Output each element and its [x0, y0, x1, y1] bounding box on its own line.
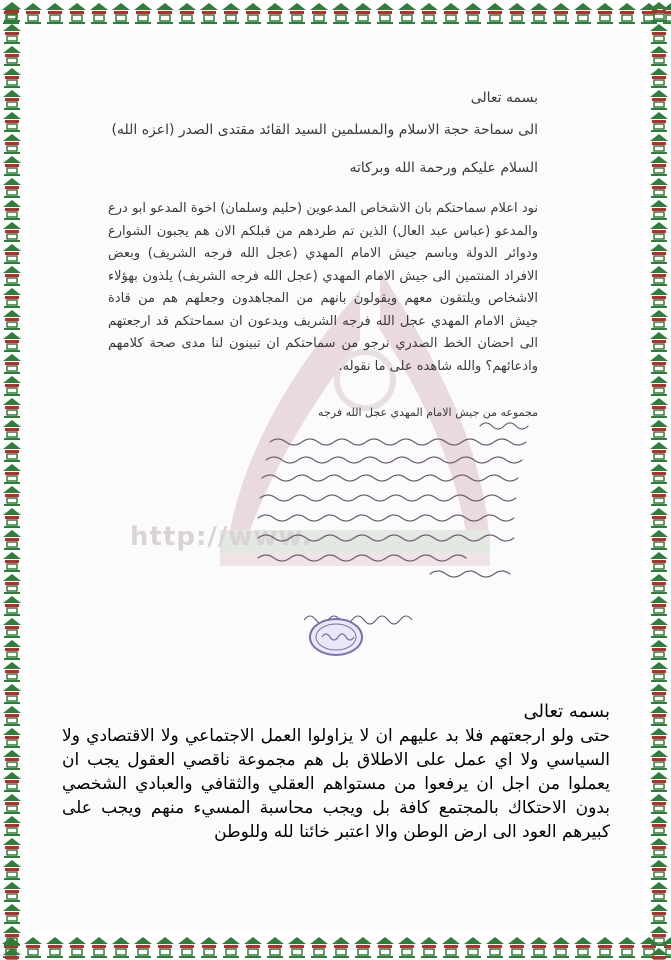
transcription — [62, 700, 610, 844]
decorative-border-bottom — [0, 934, 671, 960]
decorative-border-top — [0, 0, 671, 26]
seal-stamp — [308, 617, 364, 657]
transcription-body: حتى ولو ارجعتهم فلا بد عليهم ان لا يزاولوا العمل الاجتماعي ولا الاقتصادي ولا السياسي ولا اي عمل على الاطلاق بل هم مجموعة ناقصي العقول يجب ان يعملوا من اجل ان يرفعوا من مستواهم العقلي والثقافي والعبادي الشخصي بدون الاحتكاك بالمجتمع كافة بل ويجب محاسبة المسيء منهم ويجب على كبيرهم العود الى ارض الوطن والا اعتبر خائنا لله وللوطن — [62, 726, 610, 842]
watermark-url: http://www. — [130, 522, 313, 552]
decorative-border-right — [647, 0, 671, 960]
letter-address: الى سماحة حجة الاسلام والمسلمين السيد القائد مقتدى الصدر (اعزه الله) — [111, 122, 538, 138]
decorative-border-left — [0, 0, 24, 960]
letter-basmala: بسمه تعالى — [470, 90, 538, 106]
letter-greeting: السلام عليكم ورحمة الله وبركاته — [349, 160, 538, 176]
letter-signature: مجموعه من جيش الامام المهدي عجل الله فرجه — [318, 406, 538, 419]
handwritten-annotation — [250, 418, 550, 578]
transcription-title: بسمه تعالى — [523, 701, 610, 722]
letter-body: نود اعلام سماحتكم بان الاشخاص المدعوين (حليم وسلمان) اخوة المدعو ابو درع والمدعو (عباس عبد العال) الذين تم طردهم من قبلكم الان هم يجبون الشوارع ودوائر الدولة وباسم جيش الامام المهدي (عجل الله فرجه الشريف) وبعض الافراد المنتمين الى جيش الامام المهدي (عجل الله فرجه الشريف) يلذون بهؤلاء الاشخاص ويلتقون معهم ويقولون بانهم من المجاهدون وجعلهم هم من قادة جيش الامام المهدي عجل الله فرجه الشريف ويدعون ان سماحتكم قد ارجعتهم الى احضان الخط الصدري نرجو من سماحتكم ان تبينون لنا مدى صحة كلامهم وادعائهم؟ والله شاهده على ما نقوله. — [108, 201, 538, 374]
